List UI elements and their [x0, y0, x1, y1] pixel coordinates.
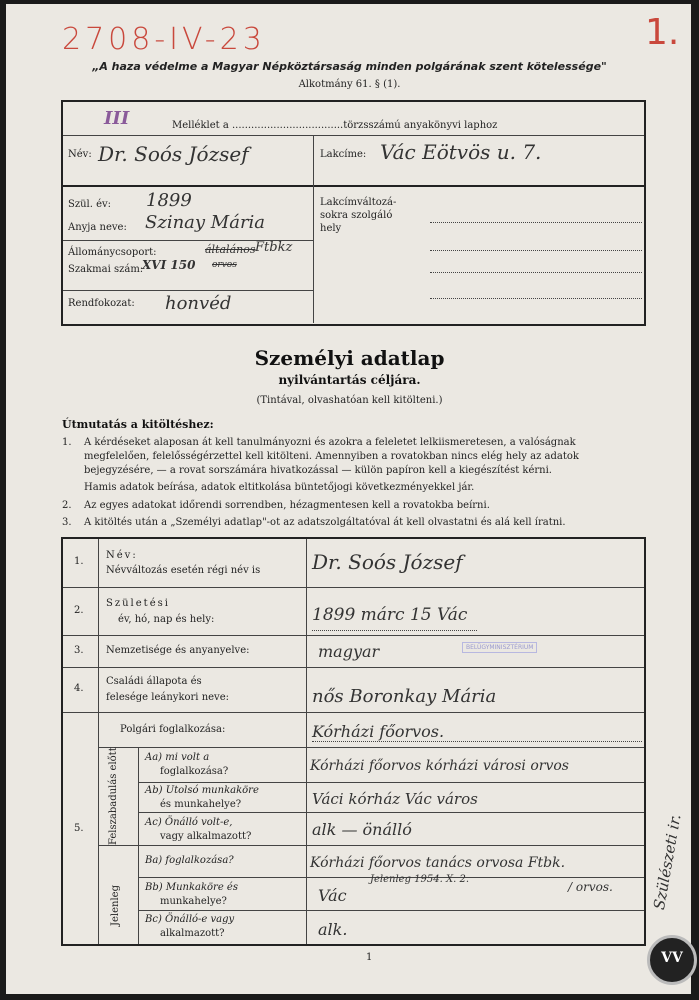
row-2-label-2: év, hó, nap és hely:: [118, 614, 215, 625]
before-a-label-1: Aa) mi volt a: [145, 752, 210, 763]
instruction-1-line-2: megfelelően, felelősségérzettel kell kitölteni. Amennyiben a rovatokban nincs elég hely az adatok: [84, 451, 579, 462]
address-value: Vác Eötvös u. 7.: [380, 140, 542, 164]
margin-note: Szülészeti ir.: [650, 812, 685, 912]
now-b-value: Vác: [318, 886, 347, 905]
registry-stamp: BELÜGYMINISZTÉRIUM: [462, 642, 537, 653]
now-b-label-2: munkahelye?: [160, 896, 227, 907]
before-c-value: alk — önálló: [312, 820, 412, 839]
row-5-num: 5.: [74, 823, 84, 834]
now-c-label-1: Bc) Önálló-e vagy: [145, 914, 235, 925]
row-3-label-1: Nemzetisége és anyanyelve:: [106, 645, 250, 656]
roman-mark: III: [104, 108, 130, 129]
specialty-struck: általános: [205, 243, 256, 256]
before-c-label-1: Ac) Önálló volt-e,: [145, 817, 233, 828]
row-3-value: magyar: [318, 642, 380, 661]
page-number: 1: [366, 952, 373, 963]
row-4-value: nős Boronkay Mária: [312, 686, 497, 707]
instruction-3-line-1: A kitöltés után a „Személyi adatlap"-ot az adatszolgáltatóval át kell olvastatni és alá kell íratni.: [84, 517, 566, 528]
seal-text: VV: [661, 950, 683, 966]
civil-occupation-label: Polgári foglalkozása:: [120, 724, 226, 735]
now-b-label-1: Bb) Munkaköre és: [145, 882, 238, 893]
row-4-label-2: felesége leánykori neve:: [106, 692, 229, 703]
page-subnote: (Tintával, olvashatóan kell kitölteni.): [256, 395, 443, 406]
mother-label: Anyja neve:: [68, 222, 127, 233]
archive-seal: [647, 935, 697, 985]
row-2-num: 2.: [74, 605, 84, 616]
before-c-label-2: vagy alkalmazott?: [160, 831, 252, 842]
before-b-value: Váci kórház Vác város: [312, 790, 478, 808]
page-subtitle: nyilvántartás céljára.: [278, 373, 421, 387]
specialty-label: Szakmai szám:: [68, 264, 144, 275]
rank-value: honvéd: [165, 293, 232, 314]
row-2-value: 1899 márc 15 Vác: [312, 605, 468, 625]
group-now-label: Jelenleg: [110, 884, 121, 926]
archive-number: 2708-IV-23: [62, 22, 266, 57]
row-1-value: Dr. Soós József: [312, 550, 463, 574]
motto: „A haza védelme a Magyar Népköztársaság minden polgárának szent kötelessége": [92, 60, 607, 73]
before-a-label-2: foglalkozása?: [160, 766, 229, 777]
instruction-1-line-4: Hamis adatok beírása, adatok eltitkolása büntetőjogi következményekkel jár.: [84, 482, 475, 493]
address-change-label-3: hely: [320, 223, 342, 234]
birth-year-label: Szül. év:: [68, 199, 112, 210]
before-b-label-2: és munkahelye?: [160, 799, 242, 810]
address-label: Lakcíme:: [320, 149, 367, 160]
row-1-label-1: Név:: [106, 550, 138, 561]
before-a-value: Kórházi főorvos kórházi városi orvos: [310, 758, 569, 774]
instruction-1-line-1: A kérdéseket alaposan át kell tanulmányozni és azokra a feleletet lelkiismeretesen, a valóságnak: [84, 437, 576, 448]
attachment-label: Melléklet a ...................................törzsszámú anyakönyvi laphoz: [172, 120, 498, 131]
now-note: Jelenleg 1954. X. 2.: [370, 874, 470, 885]
row-3-num: 3.: [74, 645, 84, 656]
before-b-label-1: Ab) Utolsó munkaköre: [145, 785, 259, 796]
row-1-label-2: Névváltozás esetén régi név is: [106, 565, 261, 576]
now-a-label-1: Ba) foglalkozása?: [145, 855, 234, 866]
now-a-value: Kórházi főorvos tanács orvosa Ftbk.: [310, 855, 566, 871]
specialty-value: XVI 150: [142, 258, 196, 272]
specialty-struck-2: orvos: [212, 260, 237, 270]
address-change-label-1: Lakcímváltozá-: [320, 197, 397, 208]
name-label: Név:: [68, 149, 92, 160]
row-4-label-1: Családi állapota és: [106, 676, 202, 687]
page-mark: 1.: [645, 12, 680, 53]
instruction-2-num: 2.: [62, 500, 72, 511]
civil-occupation-value: Kórházi főorvos.: [312, 722, 445, 741]
address-change-label-2: sokra szolgáló: [320, 210, 393, 221]
instruction-2-line-1: Az egyes adatokat időrendi sorrendben, hézagmentesen kell a rovatokba beírni.: [84, 500, 490, 511]
now-c-value: alk.: [318, 920, 348, 939]
constitution-reference: Alkotmány 61. § (1).: [298, 79, 401, 90]
page-title: Személyi adatlap: [254, 346, 445, 370]
rank-label: Rendfokozat:: [68, 298, 135, 309]
mother-value: Szinay Mária: [145, 212, 266, 233]
birth-year-value: 1899: [146, 190, 192, 211]
row-4-num: 4.: [74, 683, 84, 694]
name-value: Dr. Soós József: [98, 142, 249, 166]
instruction-1-num: 1.: [62, 437, 72, 448]
group-before-label: Felszabadulás előtt: [108, 747, 119, 845]
row-2-label-1: Születési: [106, 598, 170, 609]
instruction-3-num: 3.: [62, 517, 72, 528]
now-note-2: / orvos.: [568, 880, 613, 894]
instructions-heading: Útmutatás a kitöltéshez:: [62, 418, 214, 431]
instruction-1-line-3: bejegyzésére, — a rovat sorszámára hivatkozással — külön papíron kell a kiegészítést kérni.: [84, 465, 552, 476]
row-1-num: 1.: [74, 556, 84, 567]
personnel-group-label: Állománycsoport:: [68, 247, 157, 258]
specialty-note: Ftbkz: [255, 240, 293, 255]
now-c-label-2: alkalmazott?: [160, 928, 225, 939]
